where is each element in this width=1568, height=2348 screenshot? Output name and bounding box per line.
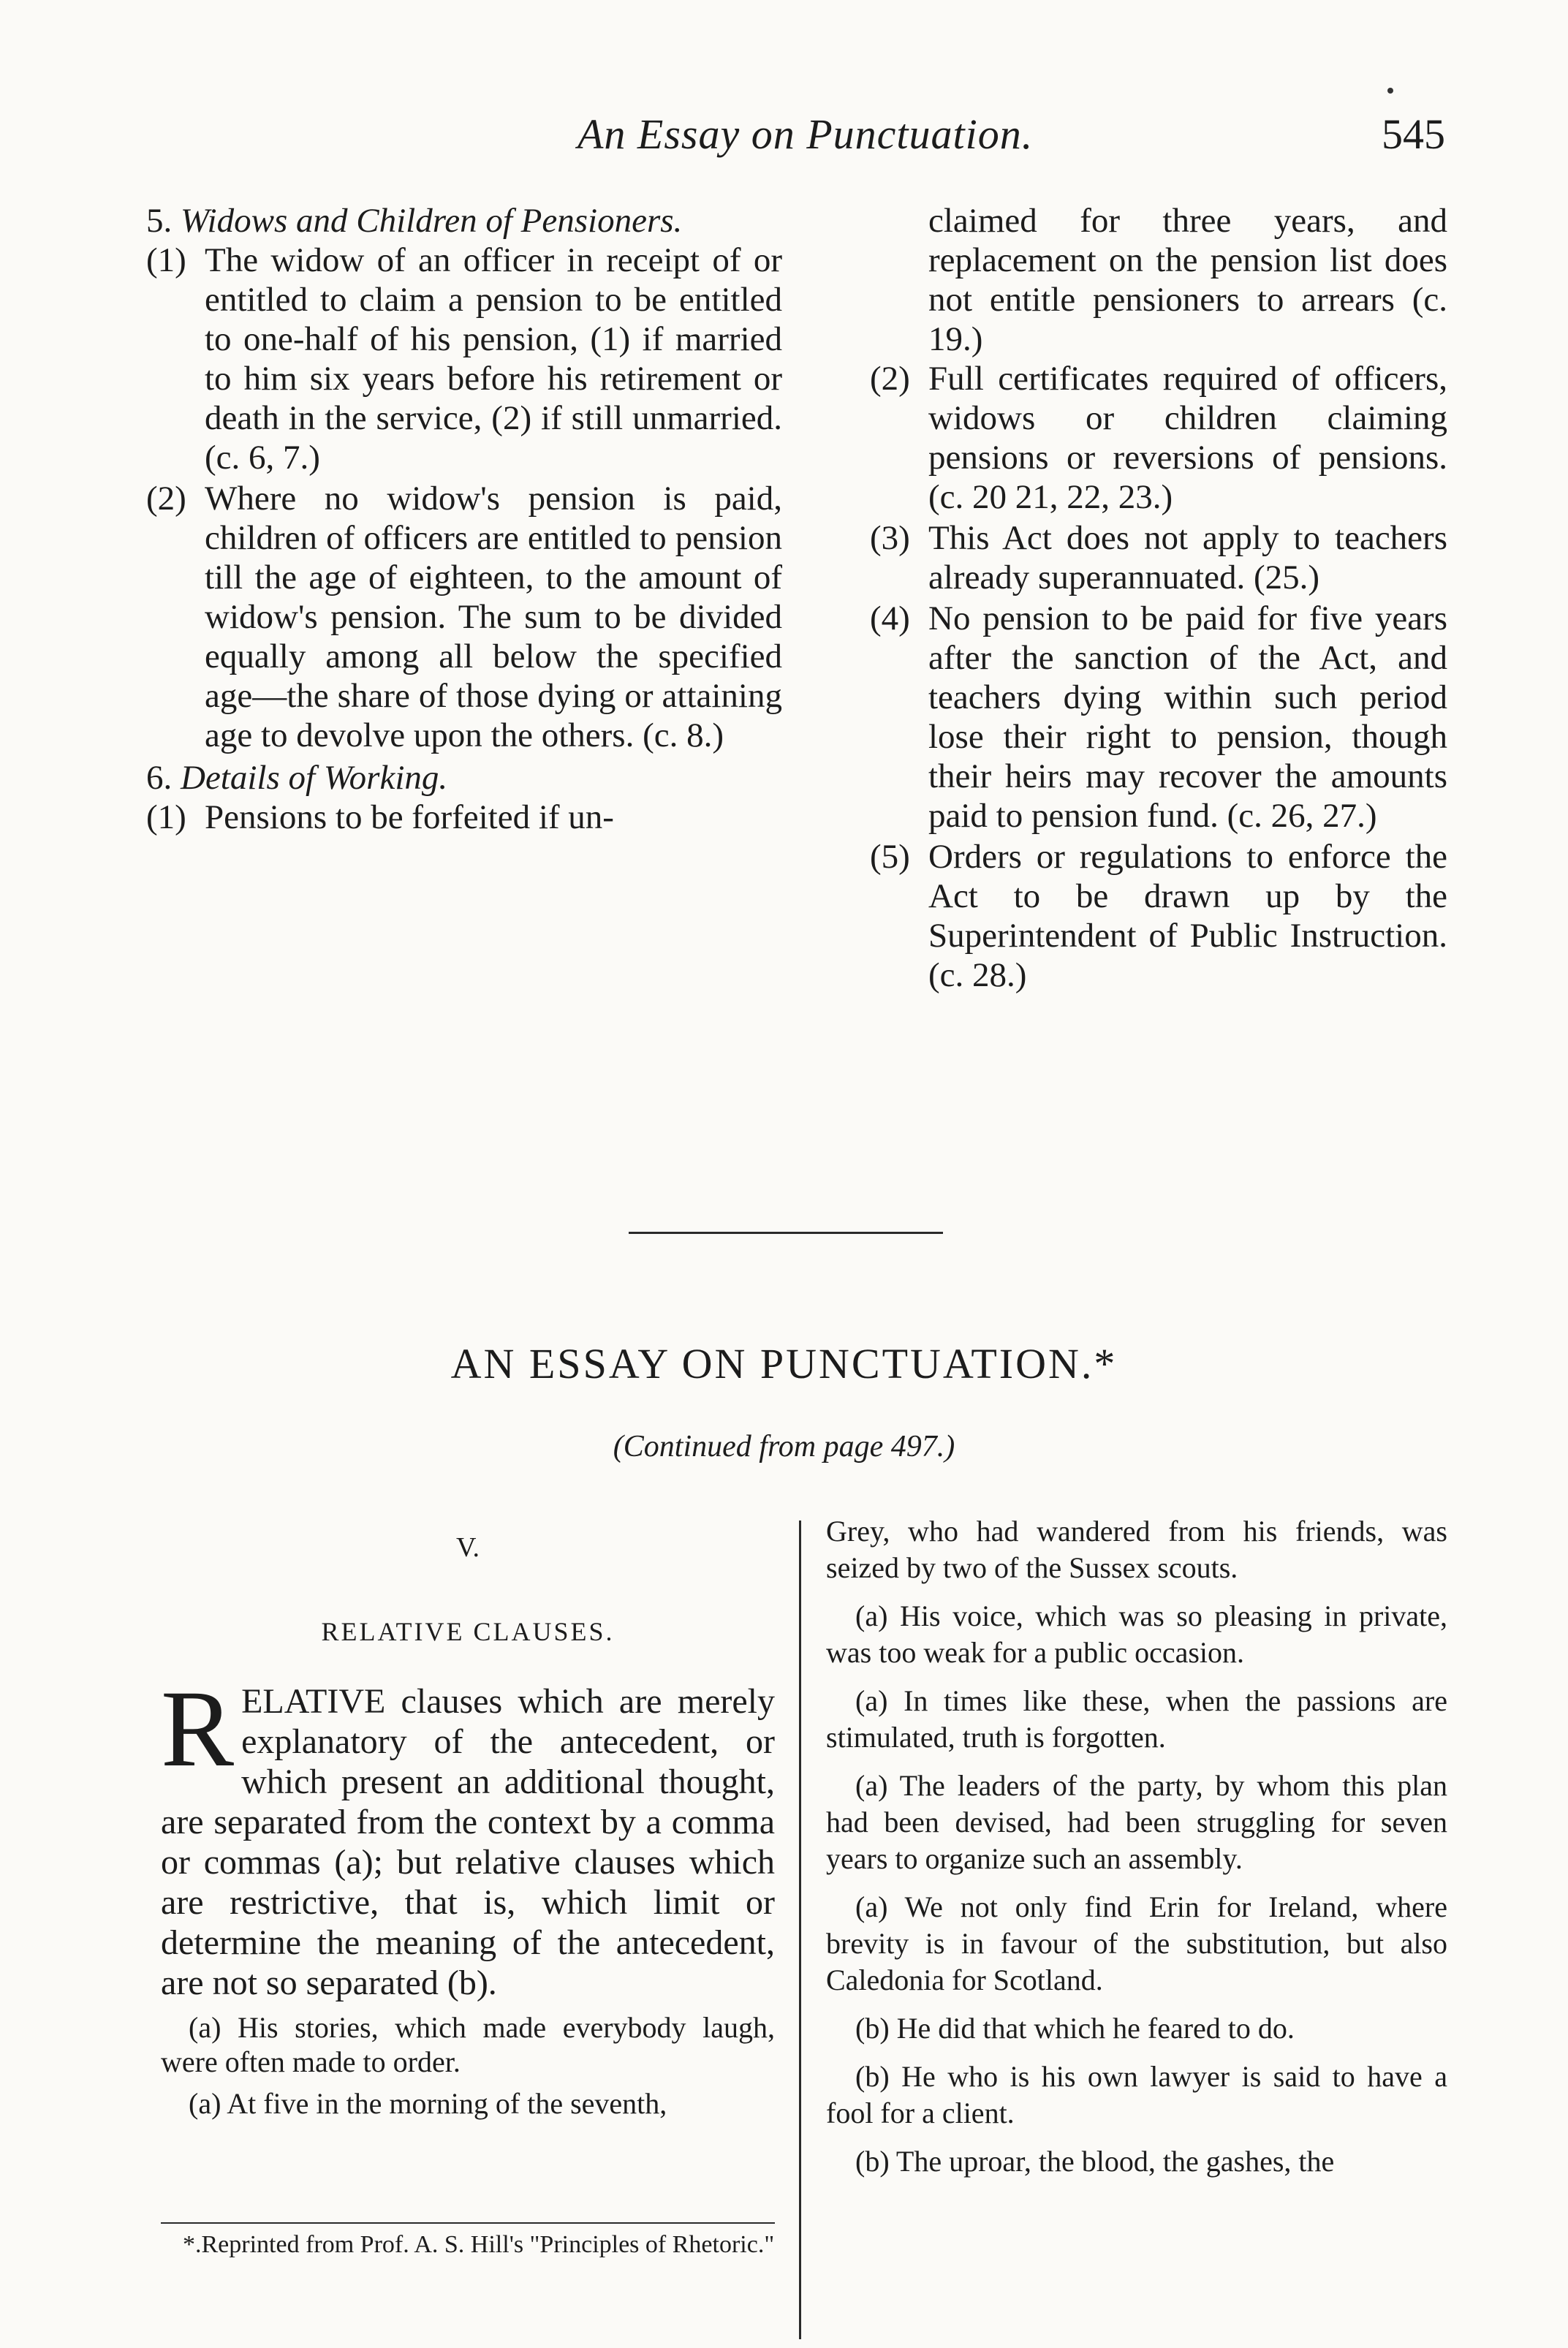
ink-speck xyxy=(1387,88,1393,94)
example: (b) The uproar, the blood, the gashes, the xyxy=(855,2145,1335,2178)
column-rule xyxy=(799,1520,801,2339)
intro-paragraph: R ELATIVE clauses which are merely explanatory of the antecedent, or which present an additional thought, are separated from the context by a comma or commas (a); but relative clauses which are restrictive, that is, which limit or determine the meaning of the antecedent, are not so separated (b). xyxy=(161,1668,775,2002)
example: (a) We not only find Erin for Ireland, where brevity is in favour of the substitution, but also Caledonia for Scotland. xyxy=(826,1890,1447,1996)
list-item: (1) The widow of an officer in receipt of or entitled to claim a pension to be entitled to one-half of his pension, (1) if married to him six years before his retirement or death in the service, (2) if still unmarried. (c. 6, 7.) xyxy=(146,241,782,477)
example: (a) In times like these, when the passions are stimulated, truth is forgotten. xyxy=(826,1684,1447,1754)
running-title: An Essay on Punctuation. xyxy=(577,110,1034,158)
example: (a) At five in the morning of the seventh, xyxy=(189,2087,667,2120)
list-item: (5) Orders or regulations to enforce the Act to be drawn up by the Superintendent of Public Instruction. (c. 28.) xyxy=(870,838,1447,994)
continued-text: claimed for three years, and replacement on the pension list does not entitle pensioners to arrears (c. 19.) xyxy=(928,202,1447,358)
example: (b) He did that which he feared to do. xyxy=(855,2012,1295,2045)
example: (a) His stories, which made everybody laugh, were often made to order. xyxy=(161,2011,775,2078)
section-6-title: Details of Working. xyxy=(181,759,448,797)
example: (b) He who is his own lawyer is said to have a fool for a client. xyxy=(826,2060,1447,2129)
list-item: (4) No pension to be paid for five years after the sanction of the Act, and teachers dying within such period lose their right to pension, though their heirs may recover the amounts paid to pension fund. (c. 26, 27.) xyxy=(870,599,1447,835)
section-heading: RELATIVE CLAUSES. xyxy=(321,1617,615,1646)
example: (a) His voice, which was so pleasing in private, was too weak for a public occasion. xyxy=(826,1599,1447,1669)
section-5-heading: 5. Widows and Children of Pensioners. xyxy=(146,202,683,240)
list-item: (2) Where no widow's pension is paid, children of officers are entitled to pension till the age of eighteen, to the amount of widow's pension. The sum to be divided equally among all below the specified age—the share of those dying or attaining age to devolve upon the others. (c. 8.) xyxy=(146,480,782,754)
list-item: (1) Pensions to be forfeited if un- xyxy=(146,798,614,836)
section-number: V. xyxy=(455,1532,480,1563)
page-number: 545 xyxy=(1382,110,1445,158)
list-item: (2) Full certificates required of officers, widows or children claiming pensions or reversions of pensions. (c. 20 21, 22, 23.) xyxy=(870,360,1447,516)
essay-title: AN ESSAY ON PUNCTUATION.* xyxy=(450,1340,1118,1387)
footnote-rule xyxy=(161,2222,775,2224)
footnote: *.Reprinted from Prof. A. S. Hill's "Principles of Rhetoric." xyxy=(183,2231,775,2258)
essay-right-column xyxy=(826,1513,1447,2192)
section-6-heading: 6. Details of Working. xyxy=(146,759,448,797)
list-item: (3) This Act does not apply to teachers already superannuated. (25.) xyxy=(870,519,1447,597)
example: (a) The leaders of the party, by whom this plan had been devised, had been struggling for seven years to organize such an assembly. xyxy=(826,1769,1447,1875)
essay-left-column xyxy=(161,1528,775,2121)
essay-subtitle: (Continued from page 497.) xyxy=(613,1430,955,1463)
top-right-column xyxy=(870,201,1447,996)
drop-cap: R xyxy=(161,1668,235,1790)
section-5-title: Widows and Children of Pensioners. xyxy=(181,202,683,240)
example: Grey, who had wandered from his friends, was seized by two of the Sussex scouts. xyxy=(826,1515,1447,1584)
running-header xyxy=(0,110,1568,175)
section-divider xyxy=(629,1232,943,1234)
top-left-column xyxy=(146,201,782,838)
